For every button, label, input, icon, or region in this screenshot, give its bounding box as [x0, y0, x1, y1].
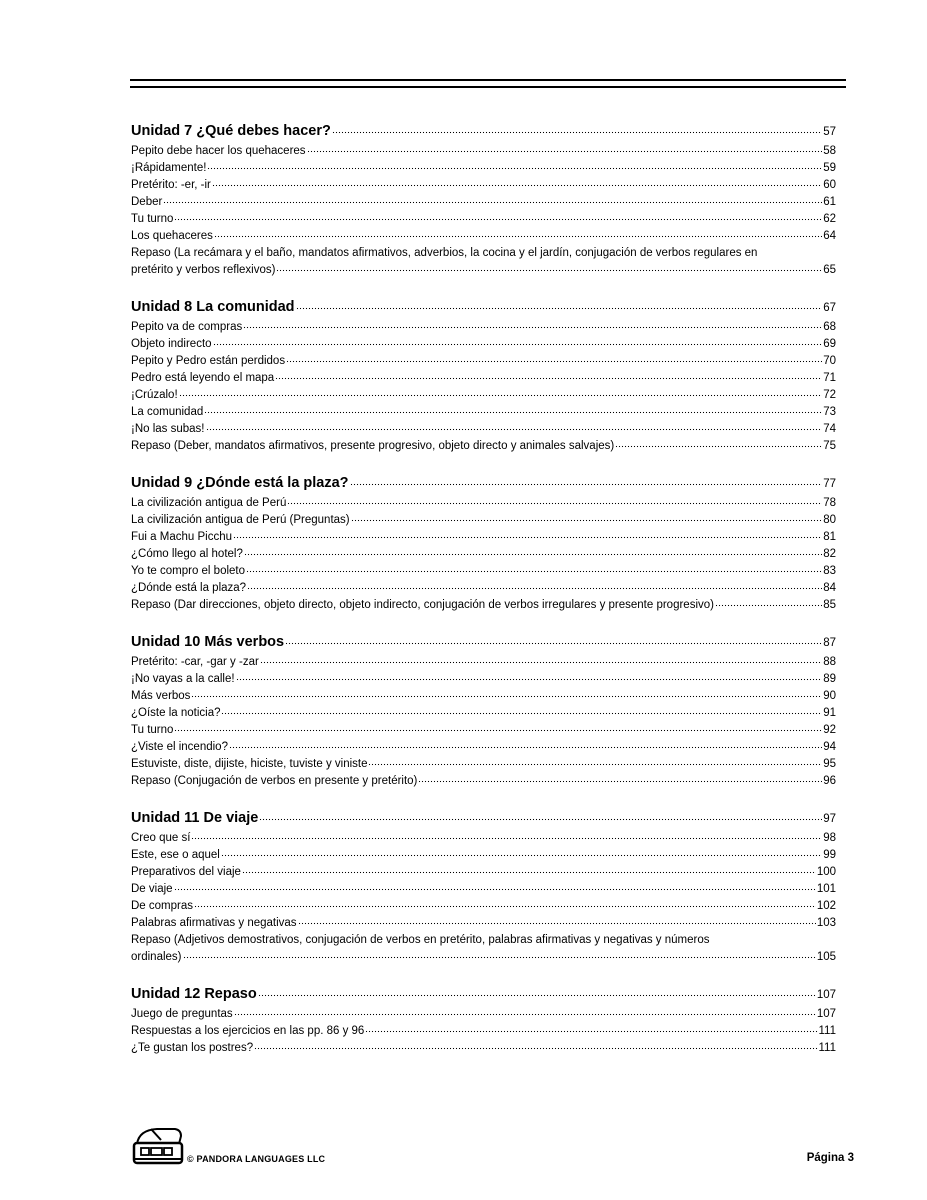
toc-entry-text: Estuviste, diste, dijiste, hiciste, tuviste y viniste — [131, 758, 368, 770]
toc-entry-page: 100 — [816, 866, 836, 878]
toc-entry-text: Deber — [131, 196, 163, 208]
toc-entry — [131, 830, 836, 847]
dot-leader — [229, 746, 822, 750]
toc-entry — [131, 915, 836, 932]
toc-entry-page: 78 — [823, 497, 836, 509]
dot-leader — [615, 445, 822, 449]
dot-leader — [350, 483, 823, 487]
toc-entry-text: Palabras afirmativas y negativas — [131, 917, 297, 929]
toc-entry-page: 98 — [823, 832, 836, 844]
unit-heading-page: 67 — [823, 302, 836, 314]
toc-review-entry-page: 65 — [823, 264, 836, 276]
dot-leader — [260, 661, 822, 665]
unit-section — [131, 297, 836, 455]
toc-entry-text: De viaje — [131, 883, 173, 895]
toc-entry — [131, 160, 836, 177]
toc-entry-text: ¡No vayas a la calle! — [131, 673, 235, 685]
toc-entry-page: 60 — [823, 179, 836, 191]
toc-entry-text: Pretérito: -car, -gar y -zar — [131, 656, 259, 668]
dot-leader — [213, 343, 823, 347]
toc-entry-page: 72 — [823, 389, 836, 401]
toc-entry-page: 81 — [823, 531, 836, 543]
toc-entry-text: La civilización antigua de Perú — [131, 497, 287, 509]
toc-entry-page: 96 — [823, 775, 836, 787]
dot-leader — [296, 307, 823, 311]
toc-entry-page: 73 — [823, 406, 836, 418]
toc-entry — [131, 773, 836, 790]
dot-leader — [191, 695, 822, 699]
dot-leader — [298, 922, 816, 926]
toc-entry — [131, 898, 836, 915]
dot-leader — [332, 131, 822, 135]
toc-entry-text: Este, ese o aquel — [131, 849, 220, 861]
toc-entry-page: 75 — [823, 440, 836, 452]
toc-review-entry — [131, 949, 836, 966]
unit-heading-text: Unidad 8 La comunidad — [131, 299, 295, 315]
toc-entry-text: Fui a Machu Picchu — [131, 531, 232, 543]
toc-entry — [131, 336, 836, 353]
unit-section — [131, 984, 836, 1057]
toc-entry-page: 90 — [823, 690, 836, 702]
toc-entry-text: Los quehaceres — [131, 230, 213, 242]
toc-entry — [131, 671, 836, 688]
toc-entry-text: Repaso (Dar direcciones, objeto directo, objeto indirecto, conjugación de verbos irregulares y presente progresivo) — [131, 599, 714, 611]
toc-entry-page: 69 — [823, 338, 836, 350]
toc-entry-text: Yo te compro el boleto — [131, 565, 246, 577]
treasure-chest-icon — [131, 1126, 185, 1166]
toc-entry-text: La comunidad — [131, 406, 204, 418]
toc-entry — [131, 597, 836, 614]
toc-entry-page: 95 — [823, 758, 836, 770]
toc-entry-page: 101 — [816, 883, 836, 895]
toc-entry — [131, 705, 836, 722]
toc-entry-page: 71 — [823, 372, 836, 384]
dot-leader — [206, 428, 823, 432]
dot-leader — [715, 604, 822, 608]
dot-leader — [236, 678, 823, 682]
dot-leader — [285, 642, 822, 646]
toc-entry-text: Pepito y Pedro están perdidos — [131, 355, 286, 367]
dot-leader — [212, 184, 822, 188]
toc-entry-text: ¡Rápidamente! — [131, 162, 207, 174]
toc-entry-text: Pepito debe hacer los quehaceres — [131, 145, 306, 157]
unit-heading-text: Unidad 7 ¿Qué debes hacer? — [131, 123, 331, 139]
page-number: Página 3 — [806, 1152, 854, 1164]
unit-heading — [131, 984, 836, 1005]
toc-entry — [131, 387, 836, 404]
dot-leader — [179, 394, 823, 398]
unit-heading-page: 87 — [823, 637, 836, 649]
toc-entry-text: Respuestas a los ejercicios en las pp. 86 y 96 — [131, 1025, 365, 1037]
toc-entry — [131, 177, 836, 194]
dot-leader — [246, 570, 822, 574]
toc-entry — [131, 847, 836, 864]
unit-section — [131, 473, 836, 614]
toc-entry — [131, 739, 836, 756]
toc-entry — [131, 438, 836, 455]
dot-leader — [287, 502, 822, 506]
dot-leader — [163, 201, 822, 205]
toc-entry-page: 80 — [823, 514, 836, 526]
toc-entry-text: Juego de preguntas — [131, 1008, 233, 1020]
copyright-text: © PANDORA LANGUAGES LLC — [187, 1154, 326, 1164]
toc-entry-text: Creo que sí — [131, 832, 191, 844]
toc-entry-page: 74 — [823, 423, 836, 435]
unit-heading — [131, 121, 836, 142]
toc-entry-text: La civilización antigua de Perú (Preguntas) — [131, 514, 350, 526]
dot-leader — [242, 871, 816, 875]
toc-entry-page: 64 — [823, 230, 836, 242]
toc-entry-text: ¡Crúzalo! — [131, 389, 178, 401]
toc-entry — [131, 864, 836, 881]
toc-entry — [131, 546, 836, 563]
toc-entry-text: Preparativos del viaje — [131, 866, 241, 878]
toc-entry — [131, 1023, 836, 1040]
toc-entry — [131, 512, 836, 529]
dot-leader — [351, 519, 823, 523]
toc-entry — [131, 756, 836, 773]
toc-entry-text: ¿Cómo llego al hotel? — [131, 548, 243, 560]
toc-entry-page: 59 — [823, 162, 836, 174]
toc-entry-page: 111 — [818, 1042, 836, 1054]
toc-entry-text: Pepito va de compras — [131, 321, 243, 333]
unit-heading-text: Unidad 11 De viaje — [131, 810, 259, 826]
toc-entry — [131, 421, 836, 438]
toc-entry-text: Objeto indirecto — [131, 338, 212, 350]
toc-entry-text: ¡No las subas! — [131, 423, 205, 435]
toc-entry-text: Tu turno — [131, 724, 174, 736]
dot-leader — [286, 360, 822, 364]
toc-entry-text: Pretérito: -er, -ir — [131, 179, 211, 191]
dot-leader — [276, 269, 822, 273]
toc-entry-text: ¿Dónde está la plaza? — [131, 582, 247, 594]
dot-leader — [221, 712, 822, 716]
toc-entry-text: Repaso (Deber, mandatos afirmativos, presente progresivo, objeto directo y animales salvajes) — [131, 440, 615, 452]
toc-review-entry — [131, 262, 836, 279]
toc-entry-page: 70 — [823, 355, 836, 367]
dot-leader — [194, 905, 816, 909]
toc-review-entry-text: ordinales) — [131, 951, 182, 963]
toc-entry — [131, 580, 836, 597]
dot-leader — [365, 1030, 817, 1034]
unit-section — [131, 632, 836, 790]
dot-leader — [183, 956, 816, 960]
page-footer — [131, 1126, 856, 1166]
toc-entry-page: 91 — [823, 707, 836, 719]
dot-leader — [368, 763, 822, 767]
toc-entry-page: 82 — [823, 548, 836, 560]
toc-entry-page: 58 — [823, 145, 836, 157]
toc-entry-page: 84 — [823, 582, 836, 594]
dot-leader — [244, 553, 822, 557]
toc-entry — [131, 654, 836, 671]
toc-entry-page: 88 — [823, 656, 836, 668]
toc-entry-page: 83 — [823, 565, 836, 577]
toc-entry — [131, 370, 836, 387]
dot-leader — [207, 167, 822, 171]
toc-entry-page: 103 — [816, 917, 836, 929]
toc-entry-page: 102 — [816, 900, 836, 912]
toc-review-entry-line: Repaso (La recámara y el baño, mandatos afirmativos, adverbios, la cocina y el jardín, conjugación de verbos regulares en — [131, 247, 758, 259]
toc-entry-page: 89 — [823, 673, 836, 685]
toc-entry — [131, 143, 836, 160]
toc-entry — [131, 529, 836, 546]
toc-entry-text: ¿Te gustan los postres? — [131, 1042, 254, 1054]
toc-entry — [131, 1040, 836, 1057]
unit-heading-text: Unidad 9 ¿Dónde está la plaza? — [131, 475, 349, 491]
dot-leader — [191, 837, 822, 841]
toc-entry-text: Tu turno — [131, 213, 174, 225]
toc-entry-page: 85 — [823, 599, 836, 611]
toc-entry — [131, 228, 836, 245]
toc-entry-page: 92 — [823, 724, 836, 736]
header-rule-top — [130, 79, 846, 81]
table-of-contents — [131, 121, 836, 1075]
unit-heading-page: 77 — [823, 478, 836, 490]
toc-entry-text: ¿Oíste la noticia? — [131, 707, 221, 719]
toc-entry — [131, 404, 836, 421]
toc-entry — [131, 211, 836, 228]
unit-section — [131, 808, 836, 966]
toc-entry — [131, 688, 836, 705]
dot-leader — [221, 854, 822, 858]
toc-entry — [131, 881, 836, 898]
unit-heading — [131, 808, 836, 829]
unit-heading-text: Unidad 12 Repaso — [131, 986, 257, 1002]
dot-leader — [174, 888, 816, 892]
dot-leader — [233, 536, 822, 540]
dot-leader — [234, 1013, 816, 1017]
dot-leader — [307, 150, 823, 154]
toc-entry — [131, 495, 836, 512]
dot-leader — [214, 235, 822, 239]
toc-entry-page: 62 — [823, 213, 836, 225]
dot-leader — [254, 1047, 817, 1051]
toc-entry — [131, 194, 836, 211]
toc-entry-page: 111 — [818, 1025, 836, 1037]
unit-heading — [131, 297, 836, 318]
toc-entry-page: 61 — [823, 196, 836, 208]
unit-section — [131, 121, 836, 279]
toc-review-entry-line: Repaso (Adjetivos demostrativos, conjugación de verbos en pretérito, palabras afirmativas y negativas y números — [131, 934, 710, 946]
toc-entry — [131, 353, 836, 370]
unit-heading — [131, 632, 836, 653]
dot-leader — [204, 411, 822, 415]
dot-leader — [259, 818, 822, 822]
unit-heading-page: 97 — [823, 813, 836, 825]
dot-leader — [247, 587, 822, 591]
dot-leader — [275, 377, 822, 381]
toc-entry — [131, 1006, 836, 1023]
toc-review-entry-text: pretérito y verbos reflexivos) — [131, 264, 276, 276]
toc-entry-page: 107 — [816, 1008, 836, 1020]
unit-heading-page: 57 — [823, 126, 836, 138]
toc-entry-text: ¿Viste el incendio? — [131, 741, 228, 753]
toc-entry — [131, 722, 836, 739]
dot-leader — [174, 729, 822, 733]
dot-leader — [243, 326, 822, 330]
toc-entry-page: 94 — [823, 741, 836, 753]
dot-leader — [258, 994, 816, 998]
header-rule-bottom — [130, 86, 846, 88]
toc-entry-text: Más verbos — [131, 690, 191, 702]
toc-entry-page: 68 — [823, 321, 836, 333]
toc-entry — [131, 563, 836, 580]
toc-entry-text: Pedro está leyendo el mapa — [131, 372, 275, 384]
toc-review-entry-page: 105 — [816, 951, 836, 963]
unit-heading-page: 107 — [816, 989, 836, 1001]
toc-entry — [131, 319, 836, 336]
dot-leader — [418, 780, 822, 784]
toc-entry-text: De compras — [131, 900, 193, 912]
dot-leader — [174, 218, 822, 222]
unit-heading-text: Unidad 10 Más verbos — [131, 634, 285, 650]
toc-entry-page: 99 — [823, 849, 836, 861]
toc-entry-text: Repaso (Conjugación de verbos en presente y pretérito) — [131, 775, 418, 787]
unit-heading — [131, 473, 836, 494]
